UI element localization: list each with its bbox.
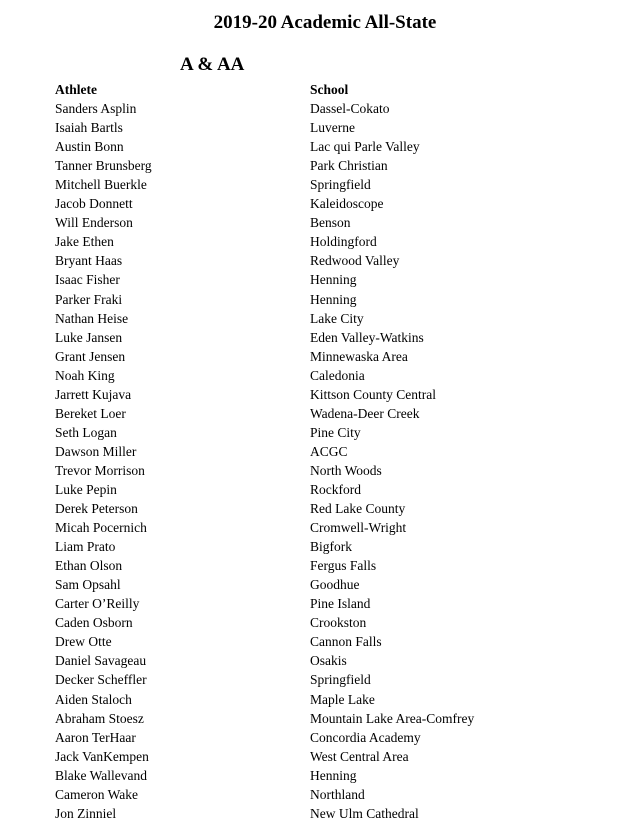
table-row xyxy=(55,594,575,613)
athlete-name: Decker Scheffler xyxy=(55,672,147,688)
school-name: Wadena-Deer Creek xyxy=(310,405,420,421)
table-row xyxy=(55,651,575,670)
table-row xyxy=(55,709,575,728)
table-row xyxy=(55,309,575,328)
school-name: Lake City xyxy=(310,310,364,326)
athlete-name: Jon Zinniel xyxy=(55,805,117,821)
table-row xyxy=(55,423,575,442)
table-row xyxy=(55,99,575,118)
table-row xyxy=(55,232,575,251)
athlete-name: Jacob Donnett xyxy=(55,196,133,212)
table-row xyxy=(55,766,575,785)
table-row xyxy=(55,328,575,347)
athlete-name: Blake Wallevand xyxy=(55,767,148,783)
table-row xyxy=(55,747,575,766)
school-name: Minnewaska Area xyxy=(310,348,408,364)
school-name: Benson xyxy=(310,215,351,231)
table-row xyxy=(55,461,575,480)
athlete-name: Tanner Brunsberg xyxy=(55,158,152,174)
athlete-name: Luke Jansen xyxy=(55,329,123,345)
roster-table xyxy=(55,80,575,823)
table-row xyxy=(55,385,575,404)
athlete-name: Derek Peterson xyxy=(55,501,138,517)
school-name: Redwood Valley xyxy=(310,253,400,269)
table-row xyxy=(55,290,575,309)
table-row xyxy=(55,156,575,175)
athlete-name: Daniel Savageau xyxy=(55,653,147,669)
athlete-name: Sam Opsahl xyxy=(55,577,121,593)
school-name: Springfield xyxy=(310,672,371,688)
table-row xyxy=(55,480,575,499)
table-row xyxy=(55,251,575,270)
athlete-name: Ethan Olson xyxy=(55,558,123,574)
athlete-name: Bereket Loer xyxy=(55,405,126,421)
athlete-name: Trevor Morrison xyxy=(55,462,145,478)
school-name: Concordia Academy xyxy=(310,729,421,745)
athlete-name: Cameron Wake xyxy=(55,786,139,802)
athlete-name: Sanders Asplin xyxy=(55,101,137,117)
school-name: Springfield xyxy=(310,177,371,193)
school-name: Maple Lake xyxy=(310,691,375,707)
school-name: Dassel-Cokato xyxy=(310,101,390,117)
athlete-name: Micah Pocernich xyxy=(55,520,147,536)
school-name: Pine Island xyxy=(310,596,371,612)
athlete-name: Aiden Staloch xyxy=(55,691,132,707)
section-title: A & AA xyxy=(180,54,245,75)
school-name: Mountain Lake Area-Comfrey xyxy=(310,710,475,726)
school-name: Red Lake County xyxy=(310,501,406,517)
athlete-name: Grant Jensen xyxy=(55,348,126,364)
school-name: Luverne xyxy=(310,120,355,136)
athlete-name: Luke Pepin xyxy=(55,481,117,497)
athlete-name: Carter O’Reilly xyxy=(55,596,140,612)
athlete-name: Mitchell Buerkle xyxy=(55,177,147,193)
school-name: Fergus Falls xyxy=(310,558,377,574)
school-name: Lac qui Parle Valley xyxy=(310,139,420,155)
school-name: ACGC xyxy=(310,443,348,459)
school-name: Henning xyxy=(310,272,357,288)
table-body xyxy=(55,99,575,823)
athlete-name: Dawson Miller xyxy=(55,443,137,459)
school-name: Kittson County Central xyxy=(310,386,436,402)
table-row xyxy=(55,613,575,632)
athlete-name: Aaron TerHaar xyxy=(55,729,136,745)
athlete-name: Bryant Haas xyxy=(55,253,123,269)
school-name: Cromwell-Wright xyxy=(310,520,407,536)
table-row xyxy=(55,137,575,156)
table-row xyxy=(55,270,575,289)
table-row xyxy=(55,366,575,385)
school-name: Crookston xyxy=(310,615,367,631)
athlete-name: Jarrett Kujava xyxy=(55,386,132,402)
athlete-column-header: Athlete xyxy=(55,82,97,97)
athlete-name: Drew Otte xyxy=(55,634,112,650)
table-row xyxy=(55,785,575,804)
table-row xyxy=(55,670,575,689)
school-name: Holdingford xyxy=(310,234,377,250)
school-name: Caledonia xyxy=(310,367,365,383)
table-row xyxy=(55,804,575,823)
athlete-name: Jack VanKempen xyxy=(55,748,149,764)
school-name: New Ulm Cathedral xyxy=(310,805,419,821)
school-name: Park Christian xyxy=(310,158,388,174)
school-name: Eden Valley-Watkins xyxy=(310,329,424,345)
athlete-name: Isaac Fisher xyxy=(55,272,120,288)
table-row xyxy=(55,347,575,366)
athlete-name: Austin Bonn xyxy=(55,139,124,155)
athlete-name: Abraham Stoesz xyxy=(55,710,144,726)
athlete-name: Will Enderson xyxy=(55,215,133,231)
table-row xyxy=(55,194,575,213)
school-name: Goodhue xyxy=(310,577,360,593)
school-name: Kaleidoscope xyxy=(310,196,384,212)
school-name: West Central Area xyxy=(310,748,409,764)
table-row xyxy=(55,632,575,651)
school-name: Pine City xyxy=(310,424,361,440)
school-name: North Woods xyxy=(310,462,382,478)
table-row xyxy=(55,175,575,194)
athlete-name: Caden Osborn xyxy=(55,615,133,631)
table-row xyxy=(55,556,575,575)
school-name: Henning xyxy=(310,767,357,783)
athlete-name: Parker Fraki xyxy=(55,291,123,307)
table-row xyxy=(55,728,575,747)
table-row xyxy=(55,118,575,137)
school-name: Rockford xyxy=(310,481,361,497)
table-row xyxy=(55,499,575,518)
athlete-name: Nathan Heise xyxy=(55,310,129,326)
athlete-name: Jake Ethen xyxy=(55,234,114,250)
athlete-name: Liam Prato xyxy=(55,539,116,555)
school-name: Bigfork xyxy=(310,539,352,555)
table-row xyxy=(55,575,575,594)
table-row xyxy=(55,442,575,461)
school-name: Northland xyxy=(310,786,365,802)
school-column-header: School xyxy=(310,82,349,97)
school-name: Henning xyxy=(310,291,357,307)
athlete-name: Noah King xyxy=(55,367,115,383)
table-row xyxy=(55,690,575,709)
table-row xyxy=(55,537,575,556)
table-row xyxy=(55,404,575,423)
school-name: Cannon Falls xyxy=(310,634,382,650)
table-row xyxy=(55,213,575,232)
page-title: 2019-20 Academic All-State xyxy=(213,12,437,33)
table-row xyxy=(55,518,575,537)
athlete-name: Seth Logan xyxy=(55,424,117,440)
table-header-row xyxy=(55,80,575,99)
athlete-name: Isaiah Bartls xyxy=(55,120,123,136)
school-name: Osakis xyxy=(310,653,347,669)
